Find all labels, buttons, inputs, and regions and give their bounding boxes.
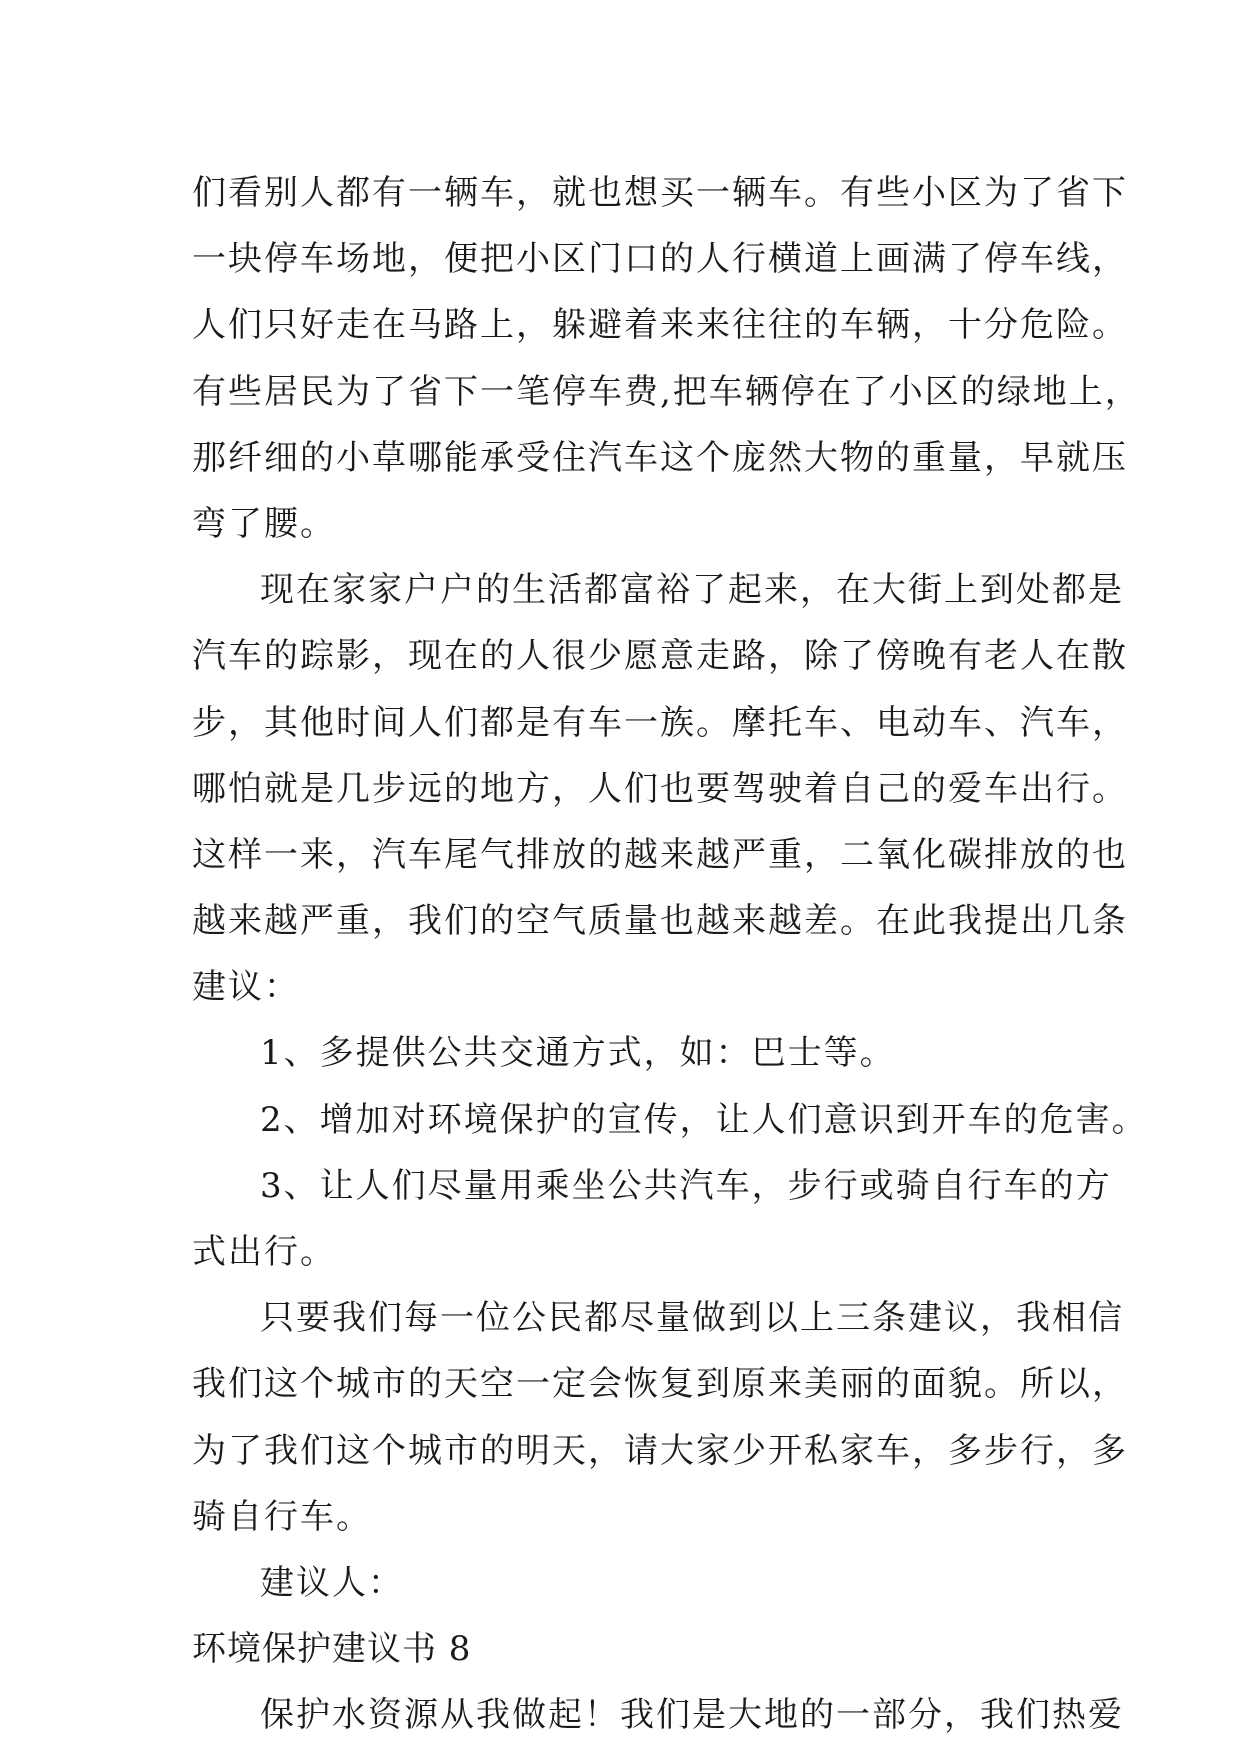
suggestion-item [192,1087,1148,1153]
text-line: 2、增加对环境保护的宣传，让人们意识到开车的危害。 [260,1099,1148,1140]
document-body [192,160,1148,1749]
paragraph [192,557,1128,1020]
text-line: 保护水资源从我做起！我们是大地的一部分，我们热爱 [260,1695,1124,1736]
text-line: 1、多提供公共交通方式，如：巴士等。 [260,1033,896,1074]
text-line: 哪怕就是几步远的地方，人们也要驾驶着自己的爱车出行。 [192,768,1128,809]
text-line: 环境保护建议书 8 [192,1629,472,1670]
paragraph [192,1285,1128,1550]
text-line: 步，其他时间人们都是有车一族。摩托车、电动车、汽车， [192,702,1128,743]
text-line: 为了我们这个城市的明天，请大家少开私家车，多步行，多 [192,1430,1128,1471]
text-line: 一块停车场地，便把小区门口的人行横道上画满了停车线， [192,239,1128,280]
text-line: 弯了腰。 [192,503,336,544]
text-line: 骑自行车。 [192,1496,372,1537]
text-line: 越来越严重，我们的空气质量也越来越差。在此我提出几条 [192,901,1128,942]
text-line: 有些居民为了省下一笔停车费,把车辆停在了小区的绿地上， [192,371,1141,412]
text-line: 我们这个城市的天空一定会恢复到原来美丽的面貌。所以， [192,1364,1128,1405]
text-line: 式出行。 [192,1232,336,1272]
text-line: 们看别人都有一辆车，就也想买一辆车。有些小区为了省下 [192,173,1128,213]
text-line: 现在家家户户的生活都富裕了起来，在大街上到处都是 [260,570,1124,611]
section-heading [192,1616,1072,1682]
text-line: 只要我们每一位公民都尽量做到以上三条建议，我相信 [260,1298,1124,1339]
signature-line [192,1550,1072,1616]
text-line: 汽车的踪影，现在的人很少愿意走路，除了傍晚有老人在散 [192,636,1128,677]
suggestion-item [192,1153,1112,1285]
text-line: 3、让人们尽量用乘坐公共汽车，步行或骑自行车的方 [260,1165,1112,1206]
suggestion-item [192,1020,1072,1086]
paragraph [192,1682,1124,1748]
text-line: 人们只好走在马路上，躲避着来来往往的车辆，十分危险。 [192,305,1128,346]
text-line: 建议人： [260,1562,404,1603]
paragraph [192,160,1141,557]
text-line: 这样一来，汽车尾气排放的越来越严重，二氧化碳排放的也 [192,834,1128,875]
text-line: 那纤细的小草哪能承受住汽车这个庞然大物的重量，早就压 [192,437,1128,478]
text-line: 建议： [192,967,300,1008]
